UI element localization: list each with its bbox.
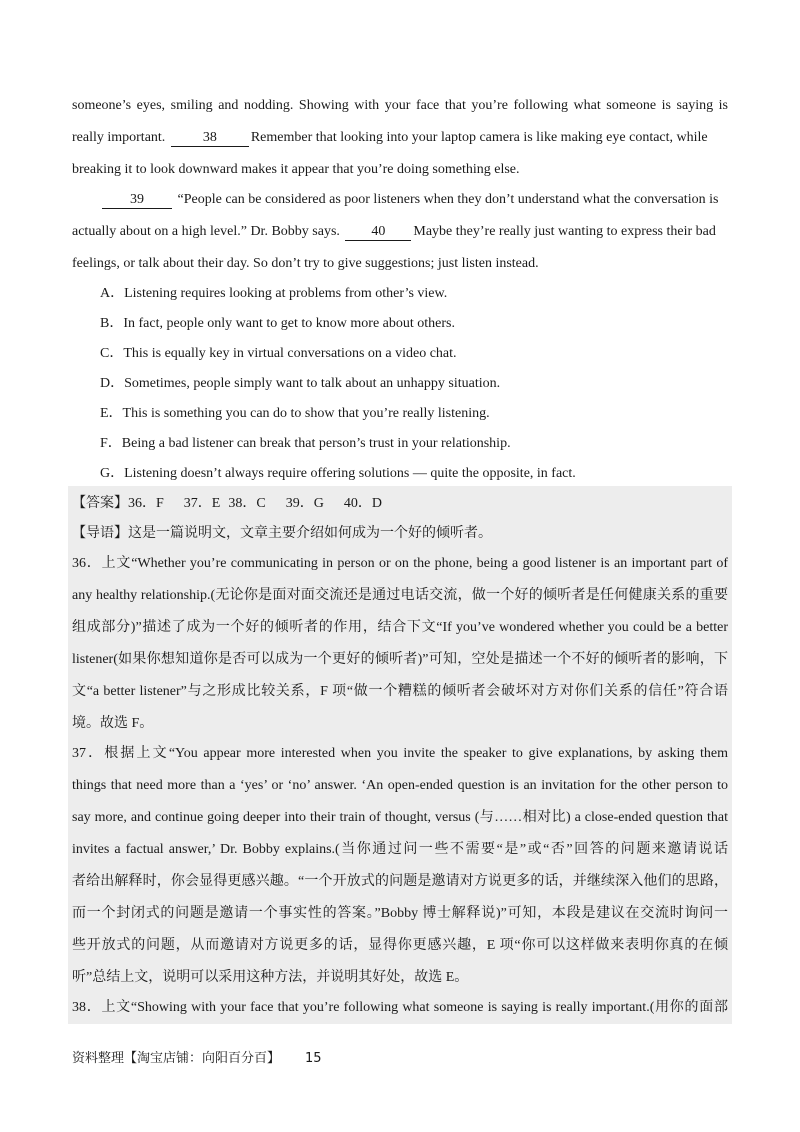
passage-line	[72, 128, 728, 148]
guide-line: 【导语】这是一篇说明文，文章主要介绍如何成为一个好的倾听者。	[72, 526, 492, 541]
explanation-line: any healthy relationship.(无论你是面对面交流还是通过电话交流，做一个好的倾听者是任何健康关系的重要	[72, 588, 728, 603]
explanation-line: 37．根据上文“You appear more interested when you invite the speaker to give explanations, by asking them	[72, 746, 728, 761]
option-b: B．In fact, people only want to get to know more about others.	[100, 316, 455, 331]
option-g: G．Listening doesn’t always require offering solutions — quite the opposite, in fact.	[100, 466, 576, 481]
explanation-line: 者给出解释时，你会显得更感兴趣。“一个开放式的问题是邀请对方说更多的话，并继续深入他们的思路，	[72, 874, 728, 889]
answer-item: 39．G	[285, 496, 324, 511]
option-e: E．This is something you can do to show that you’re really listening.	[100, 406, 490, 421]
passage-line	[72, 222, 728, 242]
explanation-line: 文“a better listener”与之形成比较关系，F 项“做一个糟糕的倾听者会破坏对方对你们关系的信任”符合语	[72, 684, 728, 699]
answer-item: 36．F	[128, 496, 164, 511]
answer-line	[72, 494, 728, 514]
passage-line: feelings, or talk about their day. So don’t try to give suggestions; just listen instead.	[72, 256, 539, 271]
footer-source: 资料整理【淘宝店铺：向阳百分百】	[72, 1051, 281, 1066]
passage-text: really important.	[72, 130, 166, 145]
page-number: 15	[305, 1051, 322, 1066]
passage-line	[100, 190, 728, 210]
explanation-line: 38．上文“Showing with your face that you’re following what someone is saying is really important.(用你的面部	[72, 1000, 728, 1015]
option-a: A．Listening requires looking at problems from other’s view.	[100, 286, 448, 301]
explanation-line: 36．上文“Whether you’re communicating in person or on the phone, being a good listener is an important part of	[72, 556, 728, 571]
passage-text: actually about on a high level.” Dr. Bobby says.	[72, 224, 340, 239]
option-c: C．This is equally key in virtual conversations on a video chat.	[100, 346, 457, 361]
answer-item: 40．D	[343, 496, 382, 511]
explanation-line: say more, and continue going deeper into their train of thought, versus (与……相对比) a close-ended question that	[72, 810, 728, 825]
explanation-line: things that need more than a ‘yes’ or ‘no’ answer. ‘An open-ended question is an invitation for the other person to	[72, 778, 728, 793]
explanation-line: 境。故选 F。	[72, 716, 154, 731]
passage-text: “People can be considered as poor listeners when they don’t understand what the conversation is	[177, 192, 719, 207]
explanation-line: invites a factual answer,’ Dr. Bobby explains.(当你通过问一些不需要“是”或“否”回答的问题来邀请说话	[72, 842, 728, 857]
explanation-line: 而一个封闭式的问题是邀请一个事实性的答案。”Bobby 博士解释说)”可知，本段是建议在交流时询问一	[72, 906, 728, 921]
answer-item: 38．C	[228, 496, 266, 511]
blank-40: 40	[345, 223, 411, 241]
explanation-line: listener(如果你想知道你是否可以成为一个更好的倾听者)”可知，空处是描述一个不好的倾听者的影响，下	[72, 652, 728, 667]
answer-item: 37．E	[183, 496, 221, 511]
blank-39: 39	[102, 191, 172, 209]
passage-line: breaking it to look downward makes it appear that you’re doing something else.	[72, 162, 520, 177]
passage-text: Maybe they’re really just wanting to express their bad	[413, 224, 716, 239]
passage-line: someone’s eyes, smiling and nodding. Showing with your face that you’re following what someone is saying is	[72, 98, 728, 113]
passage-text: Remember that looking into your laptop camera is like making eye contact, while	[250, 130, 708, 145]
explanation-line: 听”总结上文，说明可以采用这种方法，并说明其好处，故选 E。	[72, 970, 469, 985]
explanation-line: 些开放式的问题，从而邀请对方说更多的话，显得你更感兴趣，E 项“你可以这样做来表明你真的在倾	[72, 938, 728, 953]
answer-label: 【答案】	[72, 496, 128, 511]
option-f: F．Being a bad listener can break that person’s trust in your relationship.	[100, 436, 511, 451]
blank-38: 38	[171, 129, 249, 147]
explanation-line: 组成部分)”描述了成为一个好的倾听者的作用，结合下文“If you’ve wondered whether you could be a better	[72, 620, 728, 635]
option-d: D．Sometimes, people simply want to talk about an unhappy situation.	[100, 376, 501, 391]
